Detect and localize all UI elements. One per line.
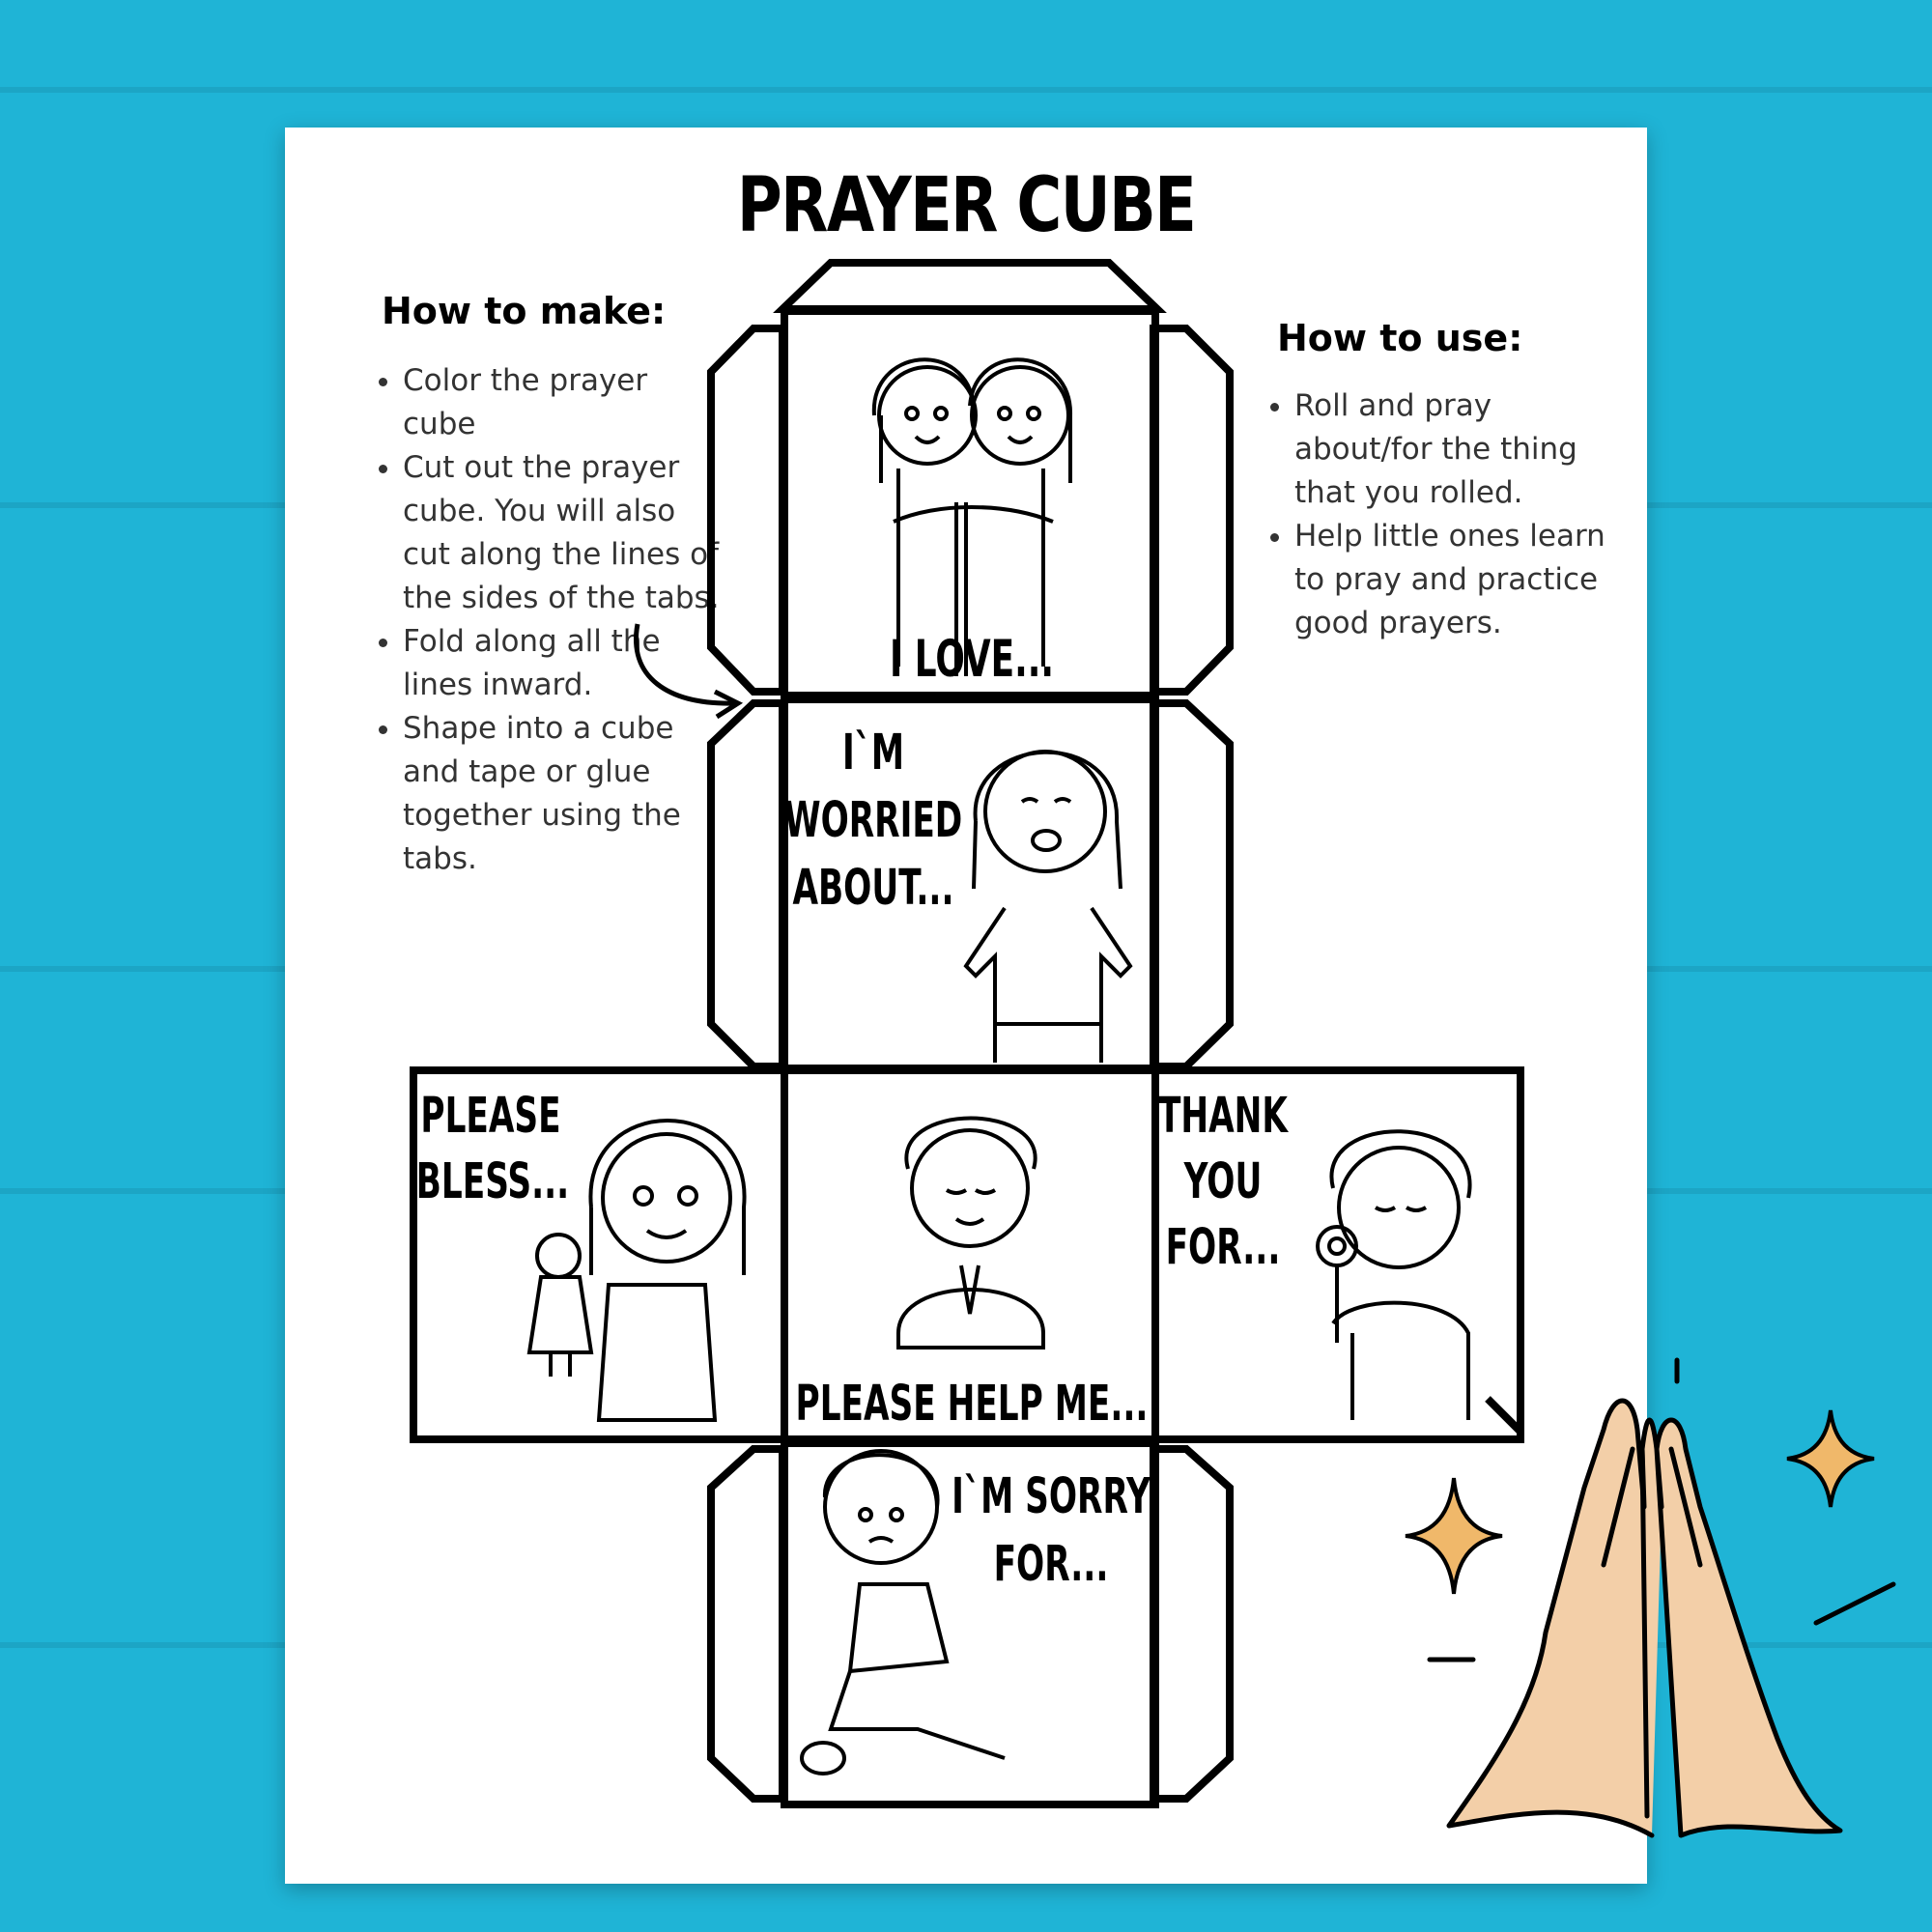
sparkle-dash: [1816, 1584, 1893, 1623]
list-item: • Cut out the prayer cube. You will also cut along the lines of the sides of the tabs.: [403, 446, 722, 620]
list-item: • Shape into a cube and tape or glue together using the tabs.: [403, 707, 722, 881]
label-thank-1: THANK: [1158, 1088, 1288, 1145]
label-i-love: I LOVE...: [889, 628, 1055, 689]
label-sorry-1: I`M SORRY: [952, 1468, 1151, 1525]
label-sorry-2: FOR...: [993, 1536, 1109, 1593]
label-worried-3: ABOUT...: [792, 860, 954, 917]
list-item: • Roll and pray about/for the thing that you rolled.: [1294, 384, 1633, 515]
page-title: PRAYER CUBE: [736, 162, 1196, 249]
how-to-make-heading: How to make:: [382, 290, 667, 332]
how-to-use-heading: How to use:: [1277, 317, 1523, 359]
label-worried-1: I`M: [841, 724, 905, 781]
list-item: • Color the prayer cube: [403, 359, 722, 446]
list-item: • Help little ones learn to pray and practice good prayers.: [1294, 515, 1633, 645]
label-worried-2: WORRIED: [783, 792, 963, 849]
label-thank-3: FOR...: [1165, 1219, 1281, 1276]
label-help: PLEASE HELP ME...: [795, 1376, 1149, 1433]
list-item: • Fold along all the lines inward.: [403, 620, 722, 707]
label-bless-2: BLESS...: [415, 1153, 570, 1210]
sparkle-icon: [1406, 1478, 1502, 1594]
label-bless-1: PLEASE: [420, 1088, 561, 1145]
sparkle-icon: [1787, 1410, 1874, 1507]
label-thank-2: YOU: [1183, 1153, 1263, 1210]
